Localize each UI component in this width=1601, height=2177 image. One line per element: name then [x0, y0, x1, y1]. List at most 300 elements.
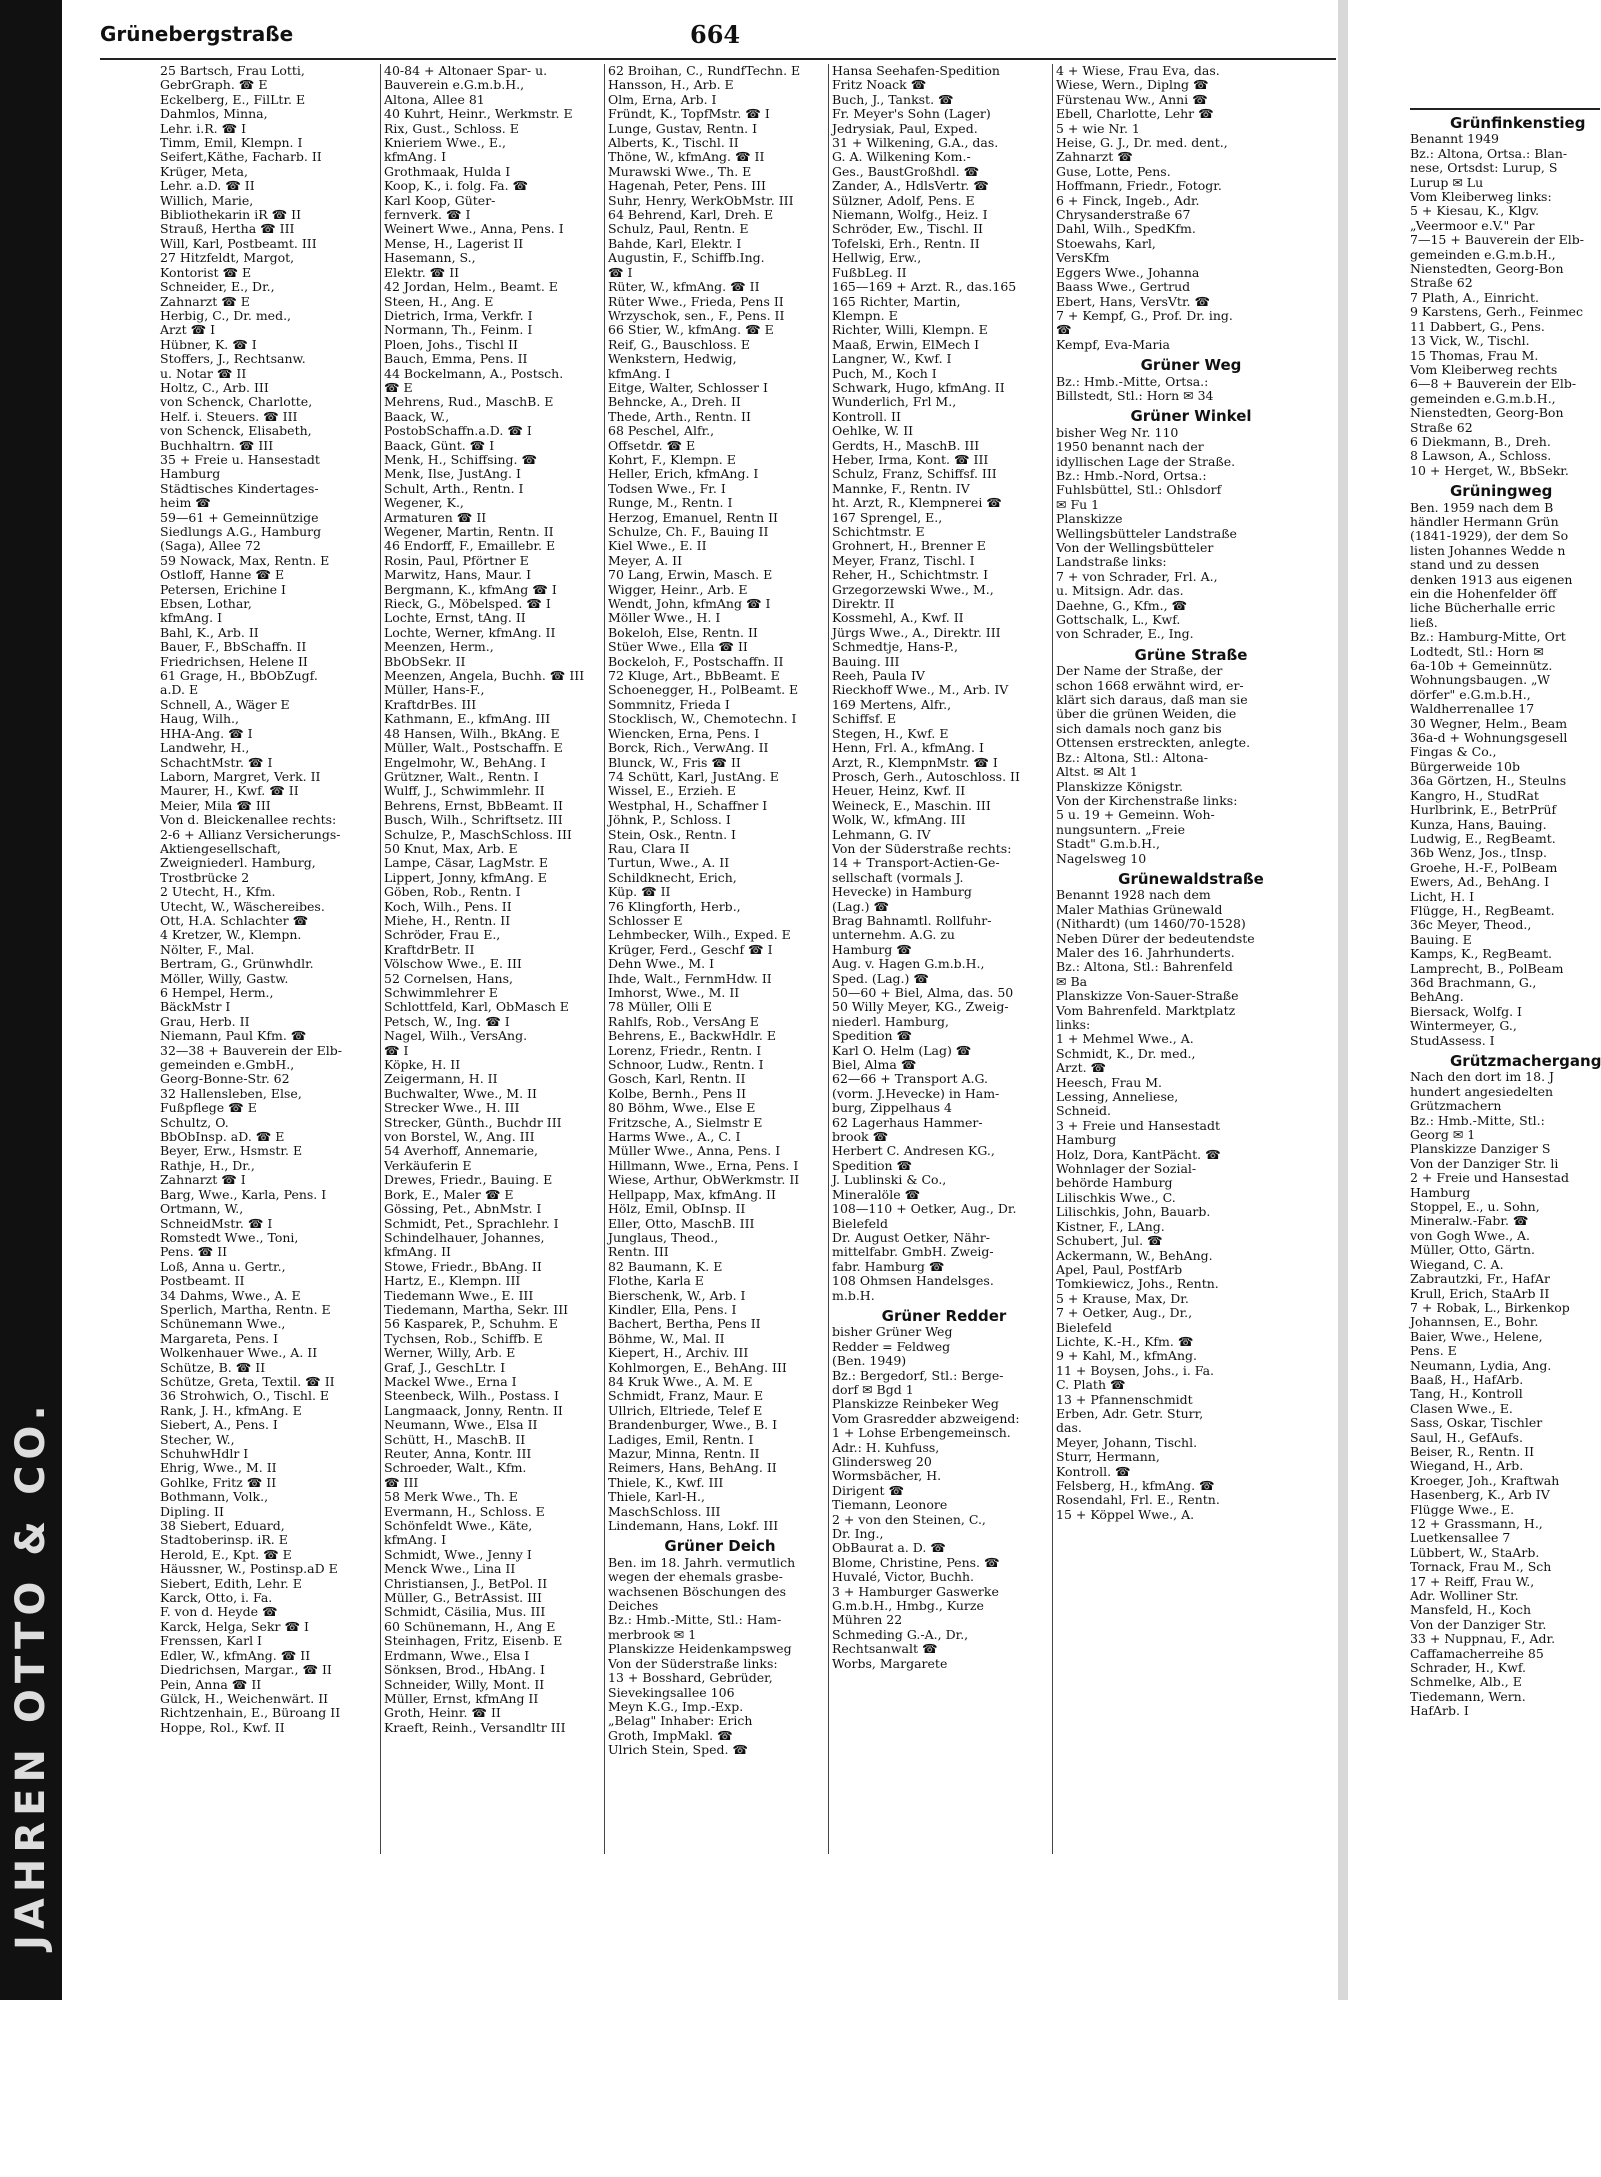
directory-entry: Baier, Wwe., Helene,	[1410, 1328, 1543, 1344]
directory-entry: Baack, Günt. ☎ I	[384, 437, 495, 453]
directory-entry: Hasenberg, K., Arb IV	[1410, 1487, 1550, 1503]
directory-entry: 5 + wie Nr. 1	[1056, 120, 1140, 136]
directory-entry: ☎ III	[384, 1474, 419, 1490]
column-1	[160, 64, 384, 1854]
directory-entry: Bierschenk, W., Arb. I	[608, 1287, 746, 1303]
directory-entry: Haug, Wilh.,	[160, 711, 239, 727]
directory-entry: ☎ E	[384, 379, 413, 395]
directory-entry: Schneider, Willy, Mont. II	[384, 1676, 545, 1692]
directory-entry: Daehne, G., Kfm., ☎	[1056, 597, 1188, 613]
directory-entry: Petersen, Erichine I	[160, 581, 286, 597]
directory-entry: 42 Jordan, Helm., Beamt. E	[384, 279, 558, 295]
directory-entry: Hölz, Emil, ObInsp. II	[608, 1201, 746, 1217]
directory-entry: 2 + von den Steinen, C.,	[832, 1511, 986, 1527]
directory-entry: Thiele, Karl-H.,	[608, 1489, 705, 1505]
directory-entry: Schütt, H., MaschB. II	[384, 1431, 526, 1447]
directory-entry: Von d. Bleickenallee rechts:	[160, 812, 337, 828]
directory-entry: Hamburg ☎	[832, 941, 912, 957]
directory-entry: Junglaus, Theod.,	[608, 1229, 719, 1245]
directory-entry: Suhr, Henry, WerkObMstr. III	[608, 192, 794, 208]
directory-entry: Prosch, Gerh., Autoschloss. II	[832, 768, 1020, 784]
directory-entry: Graf, J., GeschLtr. I	[384, 1359, 506, 1375]
directory-entry: dorf ✉ Bgd 1	[832, 1381, 914, 1397]
directory-entry: Kossmehl, A., Kwf. II	[832, 610, 964, 626]
directory-entry: Bz.: Altona, Stl.: Altona-	[1056, 749, 1208, 765]
directory-entry: Wegener, K.,	[384, 495, 464, 511]
directory-entry: KraftdrBes. III	[384, 696, 477, 712]
directory-entry: Schulze, P., MaschSchloss. III	[384, 826, 572, 842]
directory-entry: Böhme, W., Mal. II	[608, 1330, 725, 1346]
directory-entry: Deiches	[608, 1598, 659, 1614]
directory-entry: Stowe, Friedr., BbAng. II	[384, 1258, 542, 1274]
directory-entry: Schult, Arth., Rentn. I	[384, 480, 524, 496]
directory-entry: Groth, ImpMakl. ☎	[608, 1727, 733, 1743]
directory-entry: 27 Hitzfeldt, Margot,	[160, 250, 295, 266]
directory-entry: 25 Bartsch, Frau Lotti,	[160, 63, 305, 78]
directory-entry: Flügge, H., RegBeamt.	[1410, 902, 1555, 918]
directory-entry: merbrook ✉ 1	[608, 1626, 697, 1642]
directory-entry: Wolk, W., kfmAng. III	[832, 812, 966, 828]
directory-entry: Tiedemann, Martha, Sekr. III	[384, 1301, 569, 1317]
directory-entry: Kathmann, E., kfmAng. III	[384, 711, 551, 727]
directory-entry: Fuhlsbüttel, Stl.: Ohlsdorf	[1056, 482, 1222, 498]
directory-entry: Meyn K.G., Imp.-Exp.	[608, 1698, 744, 1714]
directory-entry: 70 Lang, Erwin, Masch. E	[608, 567, 773, 583]
directory-entry: 10 + Herget, W., BbSekr.	[1410, 462, 1569, 478]
directory-entry: Hamburg	[1056, 1132, 1117, 1148]
directory-entry: händler Hermann Grün	[1410, 513, 1559, 529]
directory-entry: Margareta, Pens. I	[160, 1330, 279, 1346]
directory-entry: Stoffers, J., Rechtsanw.	[160, 351, 306, 367]
directory-entry: Bz.: Hmb.-Mitte, Stl.: Ham-	[608, 1612, 782, 1628]
directory-entry: Von der Süderstraße links:	[608, 1655, 778, 1671]
directory-entry: Laborn, Margret, Verk. II	[160, 768, 321, 784]
directory-entry: Nölter, F., Mal.	[160, 941, 255, 957]
directory-entry: Bz.: Hamburg-Mitte, Ort	[1410, 629, 1566, 645]
directory-entry: 35 + Freie u. Hansestadt	[160, 451, 320, 467]
directory-entry: Siebert, Edith, Lehr. E	[160, 1575, 302, 1591]
directory-entry: Straße 62	[1410, 275, 1473, 291]
directory-entry: Kiel Wwe., E. II	[608, 538, 707, 554]
directory-entry: Lindemann, Hans, Lokf. III	[608, 1518, 779, 1534]
directory-entry: Schubert, Jul. ☎	[1056, 1233, 1163, 1249]
directory-entry: ht. Arzt, R., Klempnerei ☎	[832, 495, 1002, 511]
directory-entry: Mühren 22	[832, 1612, 903, 1628]
directory-entry: 7 + von Schrader, Frl. A.,	[1056, 568, 1218, 584]
directory-entry: 31 + Wilkening, G.A., das.	[832, 135, 999, 151]
directory-entry: Lehmbecker, Wilh., Exped. E	[608, 927, 791, 943]
directory-entry: Wiegand, C. A.	[1410, 1256, 1504, 1272]
directory-entry: Aug. v. Hagen G.m.b.H.,	[832, 956, 985, 972]
directory-entry: Werner, Willy, Arb. E	[384, 1345, 516, 1361]
directory-entry: Richter, Willi, Klempn. E	[832, 322, 988, 338]
directory-entry: 60 Schünemann, H., Ang E	[384, 1618, 556, 1634]
directory-entry: 50 Willy Meyer, KG., Zweig-	[832, 999, 1009, 1015]
directory-entry: Heller, Erich, kfmAng. I	[608, 466, 759, 482]
directory-entry: unternehm. A.G. zu	[832, 927, 955, 943]
directory-entry: 7 + Oetker, Aug., Dr.,	[1056, 1305, 1193, 1321]
directory-entry: PostobSchaffn.a.D. ☎ I	[384, 423, 532, 439]
directory-entry: 32 Hallensleben, Else,	[160, 1085, 302, 1101]
directory-entry: 56 Kasparek, P., Schuhm. E	[384, 1316, 558, 1332]
directory-entry: Utecht, W., Wäschereibes.	[160, 898, 325, 914]
directory-entry: Stadtoberinsp. iR. E	[160, 1532, 288, 1548]
directory-entry: Möller Wwe., H. I	[608, 610, 721, 626]
directory-entry: Blunck, W., Fris ☎ II	[608, 754, 741, 770]
directory-entry: 84 Kruk Wwe., A. M. E	[608, 1373, 753, 1389]
directory-entry: Altona, Allee 81	[384, 91, 485, 107]
column-divider	[604, 64, 605, 1854]
directory-entry: niederl. Hamburg,	[832, 1013, 949, 1029]
directory-entry: 7—15 + Bauverein der Elb-	[1410, 232, 1585, 248]
directory-entry: 62 Lagerhaus Hammer-	[832, 1114, 983, 1130]
directory-entry: Sievekingsallee 106	[608, 1684, 735, 1700]
directory-entry: Rix, Gust., Schloss. E	[384, 120, 519, 136]
directory-entry: Lurup ✉ Lu	[1410, 174, 1484, 190]
directory-entry: Zabrautzki, Fr., HafAr	[1410, 1271, 1550, 1287]
directory-entry: Wenkstern, Hedwig,	[608, 351, 737, 367]
directory-entry: nungsuntern. „Freie	[1056, 821, 1185, 837]
directory-entry: Von der Kirchenstraße links:	[1056, 792, 1238, 808]
directory-entry: kfmAng. I	[384, 149, 447, 165]
directory-entry: liche Bücherhalle erric	[1410, 600, 1556, 616]
directory-entry: Lunge, Gustav, Rentn. I	[608, 120, 758, 136]
directory-entry: Hansson, H., Arb. E	[608, 77, 734, 93]
directory-entry: Niemann, Wolfg., Heiz. I	[832, 207, 988, 223]
directory-entry: Tofelski, Erh., Rentn. II	[832, 235, 980, 251]
directory-entry: Murawski Wwe., Th. E	[608, 163, 752, 179]
directory-entry: Ortmann, W.,	[160, 1201, 244, 1217]
directory-entry: heim ☎	[160, 495, 211, 511]
page-fold	[1338, 0, 1348, 2000]
directory-entry: Johannsen, E., Bohr.	[1410, 1314, 1539, 1330]
directory-entry: Strauß, Hertha ☎ III	[160, 221, 295, 237]
directory-entry: Göben, Rob., Rentn. I	[384, 884, 521, 900]
directory-entry: 6a-10b + Gemeinnütz.	[1410, 658, 1553, 674]
directory-entry: Bockeloh, F., Postschaffn. II	[608, 653, 784, 669]
directory-entry: wachsenen Böschungen des	[608, 1583, 787, 1599]
directory-entry: Grzegorzewski Wwe., M.,	[832, 581, 994, 597]
directory-entry: von Schenck, Charlotte,	[160, 394, 313, 410]
directory-entry: Schmidt, Franz, Maur. E	[608, 1388, 764, 1404]
directory-entry: Straße 62	[1410, 419, 1473, 435]
directory-entry: Rau, Clara II	[608, 840, 690, 856]
directory-entry: Koop, K., i. folg. Fa. ☎	[384, 178, 529, 194]
directory-entry: 108—110 + Oetker, Aug., Dr.	[832, 1201, 1017, 1217]
directory-entry: 15 + Köppel Wwe., A.	[1056, 1506, 1195, 1522]
directory-entry: Diedrichsen, Margar., ☎ II	[160, 1662, 332, 1678]
directory-entry: Eggers Wwe., Johanna	[1056, 264, 1200, 280]
directory-entry: Stoppel, E., u. Sohn,	[1410, 1199, 1540, 1215]
directory-entry: Offsetdr. ☎ E	[608, 437, 696, 453]
directory-entry: von Schrader, E., Ing.	[1056, 626, 1194, 642]
directory-entry: 64 Behrend, Karl, Dreh. E	[608, 207, 774, 223]
directory-entry: Brag Bahnamtl. Rollfuhr-	[832, 912, 992, 928]
directory-entry: Reeh, Paula IV	[832, 668, 925, 684]
directory-entry: Ebell, Charlotte, Lehr ☎	[1056, 106, 1214, 122]
directory-entry: Ladiges, Emil, Rentn. I	[608, 1431, 754, 1447]
directory-entry: Sommnitz, Frieda I	[608, 696, 730, 712]
directory-entry: Imhorst, Wwe., M. II	[608, 985, 740, 1000]
directory-entry: Schwark, Hugo, kfmAng. II	[832, 379, 1005, 395]
directory-entry: Bürgerweide 10b	[1410, 758, 1520, 774]
directory-entry: 32—38 + Bauverein der Elb-	[160, 1042, 342, 1058]
directory-entry: BbObSekr. II	[384, 653, 466, 669]
directory-entry: Adr. Wolliner Str.	[1410, 1588, 1519, 1604]
directory-entry: G.m.b.H., Hmbg., Kurze	[832, 1598, 984, 1614]
directory-entry: Mazur, Minna, Rentn. II	[608, 1446, 760, 1461]
directory-entry: Bibliothekarin iR ☎ II	[160, 207, 302, 223]
directory-entry: Wigger, Heinr., Arb. E	[608, 581, 748, 597]
directory-entry: Kindler, Ella, Pens. I	[608, 1301, 737, 1317]
directory-entry: Wendt, John, kfmAng ☎ I	[608, 596, 771, 612]
directory-entry: bisher Weg Nr. 110	[1056, 424, 1179, 440]
directory-entry: Dr. Ing.,	[832, 1526, 884, 1542]
directory-entry: Rathje, H., Dr.,	[160, 1157, 255, 1173]
directory-entry: Zahnarzt ☎ I	[160, 1172, 246, 1188]
directory-entry: 169 Mertens, Alfr.,	[832, 696, 952, 712]
directory-entry: Bauing. III	[832, 653, 900, 669]
directory-entry: J. Lublinski & Co.,	[832, 1172, 947, 1188]
directory-entry: nese, Ortsdst: Lurup, S	[1410, 160, 1558, 176]
directory-entry: SchuhwHdlr I	[160, 1446, 249, 1461]
directory-entry: 34 Dahms, Wwe., A. E	[160, 1287, 301, 1303]
directory-entry: Mannke, F., Rentn. IV	[832, 480, 970, 496]
directory-entry: Steenbeck, Wilh., Postass. I	[384, 1388, 559, 1404]
directory-entry: 74 Schütt, Karl, JustAng. E	[608, 768, 779, 784]
directory-entry: Koch, Wilh., Pens. II	[384, 898, 512, 914]
directory-entry: Müller, G., BetrAssist. III	[384, 1590, 542, 1606]
directory-entry: über die grünen Weiden, die	[1056, 706, 1237, 722]
directory-entry: (Saga), Allee 72	[160, 538, 261, 554]
directory-entry: Niemann, Paul Kfm. ☎	[160, 1028, 307, 1044]
street-section-title: Grünfinkenstieg	[1450, 114, 1586, 132]
directory-entry: Holz, Dora, KantPächt. ☎	[1056, 1146, 1221, 1162]
directory-entry: Tomkiewicz, Johs., Rentn.	[1056, 1276, 1219, 1292]
directory-entry: Fingas & Co.,	[1410, 744, 1497, 760]
directory-entry: Planskizze Königstr.	[1056, 778, 1184, 794]
directory-entry: Schneider, E., Dr.,	[160, 279, 275, 295]
scan-margin	[0, 2000, 1600, 2177]
directory-entry: 5 + Krause, Max, Dr.	[1056, 1290, 1189, 1306]
directory-entry: Buchwalter, Wwe., M. II	[384, 1085, 537, 1101]
directory-entry: BäckMstr I	[160, 999, 231, 1015]
directory-entry: Helf. i. Steuers. ☎ III	[160, 408, 298, 424]
directory-entry: Bz.: Altona, Ortsa.: Blan-	[1410, 145, 1568, 161]
directory-entry: Grothmaak, Hulda I	[384, 163, 511, 179]
directory-entry: Kempf, Eva-Maria	[1056, 336, 1170, 352]
directory-entry: behörde Hamburg	[1056, 1175, 1173, 1191]
directory-entry: 40 Kuhrt, Heinr., Werkmstr. E	[384, 106, 573, 122]
directory-entry: Reuter, Anna, Kontr. III	[384, 1446, 532, 1461]
directory-entry: Rosin, Paul, Pförtner E	[384, 552, 529, 568]
directory-entry: Drewes, Friedr., Bauing. E	[384, 1172, 553, 1188]
directory-entry: Bothmann, Volk.,	[160, 1489, 269, 1505]
directory-entry: Ehrig, Wwe., M. II	[160, 1460, 277, 1476]
directory-entry: Rank, J. H., kfmAng. E	[160, 1402, 302, 1418]
directory-entry: Von der Danziger Str.	[1410, 1616, 1547, 1632]
directory-entry: Ben. 1959 nach dem B	[1410, 499, 1554, 515]
directory-entry: Tychsen, Rob., Schiffb. E	[384, 1330, 543, 1346]
directory-entry: 5 + Kiesau, K., Klgv.	[1410, 203, 1540, 219]
directory-entry: HafArb. I	[1410, 1703, 1469, 1719]
directory-entry: Krull, Erich, StaArb II	[1410, 1285, 1550, 1301]
directory-entry: Thiele, K., Kwf. III	[608, 1474, 724, 1490]
directory-entry: BehAng.	[1410, 989, 1464, 1005]
directory-entry: Ackermann, W., BehAng.	[1056, 1247, 1213, 1263]
directory-entry: 5 u. 19 + Gemeinn. Woh-	[1056, 807, 1215, 823]
directory-entry: Schnoor, Ludw., Rentn. I	[608, 1057, 764, 1073]
street-section-title: Grüner Deich	[664, 1537, 776, 1556]
directory-entry: Der Name der Straße, der	[1056, 663, 1223, 679]
directory-entry: 44 Bockelmann, A., Postsch.	[384, 365, 564, 381]
directory-entry: Stein, Osk., Rentn. I	[608, 826, 736, 842]
directory-entry: Kontroll. II	[832, 408, 901, 424]
directory-entry: 7 + Kempf, G., Prof. Dr. ing.	[1056, 307, 1233, 323]
directory-entry: Lehmann, G. IV	[832, 826, 931, 842]
directory-entry: Holtz, C., Arb. III	[160, 379, 269, 395]
directory-entry: Heesch, Frau M.	[1056, 1074, 1163, 1090]
directory-entry: Bertram, G., Grünwhdlr.	[160, 956, 314, 972]
directory-entry: 2 + Freie und Hansestad	[1410, 1170, 1569, 1186]
running-head-street: Grünebergstraße	[100, 22, 294, 46]
next-page-column	[1410, 110, 1601, 1719]
directory-entry: Meenzen, Herm.,	[384, 639, 494, 655]
directory-entry: Steen, H., Ang. E	[384, 293, 494, 309]
directory-entry: Miehe, H., Rentn. II	[384, 912, 511, 928]
directory-entry: Biel, Alma ☎	[832, 1057, 917, 1073]
directory-entry: Fußpflege ☎ E	[160, 1100, 257, 1116]
directory-entry: 78 Müller, Olli E	[608, 999, 713, 1015]
directory-entry: Ottensen erstreckten, anlegte.	[1056, 735, 1251, 751]
directory-entry: 13 + Bosshard, Gebrüder,	[608, 1670, 773, 1686]
directory-entry: 165—169 + Arzt. R., das.165	[832, 279, 1017, 295]
directory-entry: Rieck, G., Möbelsped. ☎ I	[384, 596, 551, 612]
directory-entry: Weinert Wwe., Anna, Pens. I	[384, 221, 564, 237]
directory-entry: GebrGraph. ☎ E	[160, 77, 268, 93]
directory-entry: „Belag" Inhaber: Erich	[608, 1713, 753, 1729]
directory-entry: idyllischen Lage der Straße.	[1056, 453, 1236, 469]
directory-entry: Jöhnk, P., Schloss. I	[608, 812, 731, 828]
directory-entry: Pens. ☎ II	[160, 1244, 228, 1260]
directory-entry: 62 Broihan, C., RundfTechn. E	[608, 63, 801, 78]
directory-entry: kfmAng. II	[384, 1244, 451, 1260]
directory-entry: Wiencken, Erna, Pens. I	[608, 725, 760, 741]
directory-entry: 6—8 + Bauverein der Elb-	[1410, 376, 1577, 392]
directory-entry: Reif, G., Bauschloss. E	[608, 336, 750, 352]
directory-entry: Ihde, Walt., FernmHdw. II	[608, 970, 772, 986]
directory-entry: Will, Karl, Postbeamt. III	[160, 235, 317, 251]
directory-entry: Jürgs Wwe., A., Direktr. III	[832, 624, 1001, 640]
directory-entry: Köpke, H. II	[384, 1057, 461, 1073]
directory-entry: gemeinden e.G.m.b.H.,	[1410, 390, 1556, 406]
directory-entry: Nagelsweg 10	[1056, 850, 1147, 866]
directory-entry: von Borstel, W., Ang. III	[384, 1129, 535, 1145]
directory-entry: Häussner, W., Postinsp.aD E	[160, 1561, 338, 1577]
directory-entry: Fründt, K., TopfMstr. ☎ I	[608, 106, 770, 122]
directory-entry: 1950 benannt nach der	[1056, 439, 1204, 455]
directory-entry: fabr. Hamburg ☎	[832, 1258, 945, 1274]
directory-entry: (1841-1929), der dem So	[1410, 528, 1569, 544]
directory-entry: Bauer, F., BbSchaffn. II	[160, 639, 307, 655]
directory-entry: 38 Siebert, Eduard,	[160, 1518, 285, 1534]
directory-entry: Müller, Hans-F.,	[384, 682, 485, 698]
directory-entry: Zahnarzt ☎	[1056, 149, 1133, 165]
directory-entry: Apel, Paul, PostfArb	[1056, 1261, 1183, 1277]
directory-entry: 9 + Kahl, M., kfmAng.	[1056, 1348, 1197, 1364]
directory-entry: Bielefeld	[832, 1215, 888, 1231]
directory-entry: KraftdrBetr. II	[384, 941, 475, 957]
directory-entry: 61 Grage, H., BbObZugf.	[160, 668, 318, 684]
directory-entry: Glindersweg 20	[832, 1454, 932, 1469]
directory-entry: Runge, M., Rentn. I	[608, 495, 733, 511]
directory-entry: Wrzyschok, sen., F., Pens. II	[608, 307, 785, 323]
directory-entry: Kamps, K., RegBeamt.	[1410, 946, 1552, 962]
directory-entry: ✉ Fu 1	[1056, 496, 1100, 512]
directory-entry: C. Plath ☎	[1056, 1377, 1126, 1393]
directory-entry: Flothe, Karla E	[608, 1273, 704, 1289]
directory-entry: Dipling. II	[160, 1503, 224, 1519]
directory-entry: Ullrich, Eltriede, Telef E	[608, 1402, 763, 1418]
directory-entry: Armaturen ☎ II	[384, 509, 487, 525]
directory-entry: Lilischkis, John, Bauarb.	[1056, 1204, 1211, 1220]
directory-entry: Saul, H., GefAufs.	[1410, 1429, 1523, 1445]
directory-entry: Ulrich Stein, Sped. ☎	[608, 1742, 748, 1758]
directory-entry: 9 Karstens, Gerh., Feinmec	[1410, 304, 1583, 320]
column-3	[608, 64, 832, 1854]
directory-entry: gemeinden e.GmbH.,	[160, 1057, 295, 1073]
directory-entry: Schlosser E	[608, 912, 683, 928]
directory-entry: listen Johannes Wedde n	[1410, 542, 1566, 558]
directory-entry: FußbLeg. II	[832, 264, 907, 280]
directory-entry: Turtun, Wwe., A. II	[608, 855, 730, 871]
directory-entry: Eckelberg, E., FilLtr. E	[160, 91, 306, 107]
directory-entry: bisher Grüner Weg	[832, 1324, 953, 1340]
directory-entry: Zahnarzt ☎ E	[160, 293, 250, 309]
directory-entry: Elektr. ☎ II	[384, 264, 460, 280]
directory-entry: 52 Cornelsen, Hans,	[384, 970, 513, 986]
directory-entry: Licht, H. I	[1410, 888, 1475, 904]
directory-entry: Friedrichsen, Helene II	[160, 653, 308, 669]
directory-entry: Kontorist ☎ E	[160, 264, 252, 280]
directory-entry: Hoffmann, Friedr., Fotogr.	[1056, 178, 1222, 194]
directory-entry: Schichtmstr. E	[832, 524, 925, 539]
directory-entry: Karl Koop, Güter-	[384, 192, 496, 208]
directory-entry: Gohlke, Fritz ☎ II	[160, 1474, 277, 1490]
directory-entry: Maler Mathias Grünewald	[1056, 901, 1223, 917]
directory-entry: ☎	[1056, 322, 1072, 338]
directory-entry: Meenzen, Angela, Buchh. ☎ III	[384, 668, 585, 684]
directory-entry: Zeigermann, H. II	[384, 1071, 498, 1087]
directory-entry: Grützmachern	[1410, 1098, 1502, 1114]
directory-entry: Kroeger, Joh., Kraftwah	[1410, 1472, 1560, 1488]
directory-entry: Maaß, Erwin, ElMech I	[832, 336, 980, 352]
directory-entry: Planskizze	[1056, 511, 1123, 527]
directory-entry: Rahlfs, Rob., VersAng E	[608, 1013, 759, 1029]
directory-entry: Lessing, Anneliese,	[1056, 1089, 1179, 1105]
directory-entry: Sass, Oskar, Tischler	[1410, 1415, 1543, 1431]
directory-entry: Gosch, Karl, Rentn. II	[608, 1071, 746, 1087]
directory-entry: Hellpapp, Max, kfmAng. II	[608, 1186, 776, 1202]
directory-entry: Lichte, K.-H., Kfm. ☎	[1056, 1333, 1194, 1349]
directory-entry: Schultz, O.	[160, 1114, 229, 1130]
directory-entry: Dahmlos, Minna,	[160, 106, 268, 122]
directory-entry: Stegen, H., Kwf. E	[832, 725, 949, 741]
directory-entry: Ges., BaustGroßhdl. ☎	[832, 163, 980, 179]
directory-entry: Planskizze Von-Sauer-Straße	[1056, 988, 1239, 1004]
directory-entry: Menk, H., Schiffsing. ☎	[384, 451, 538, 467]
directory-entry: Schönfeldt Wwe., Käte,	[384, 1518, 533, 1534]
